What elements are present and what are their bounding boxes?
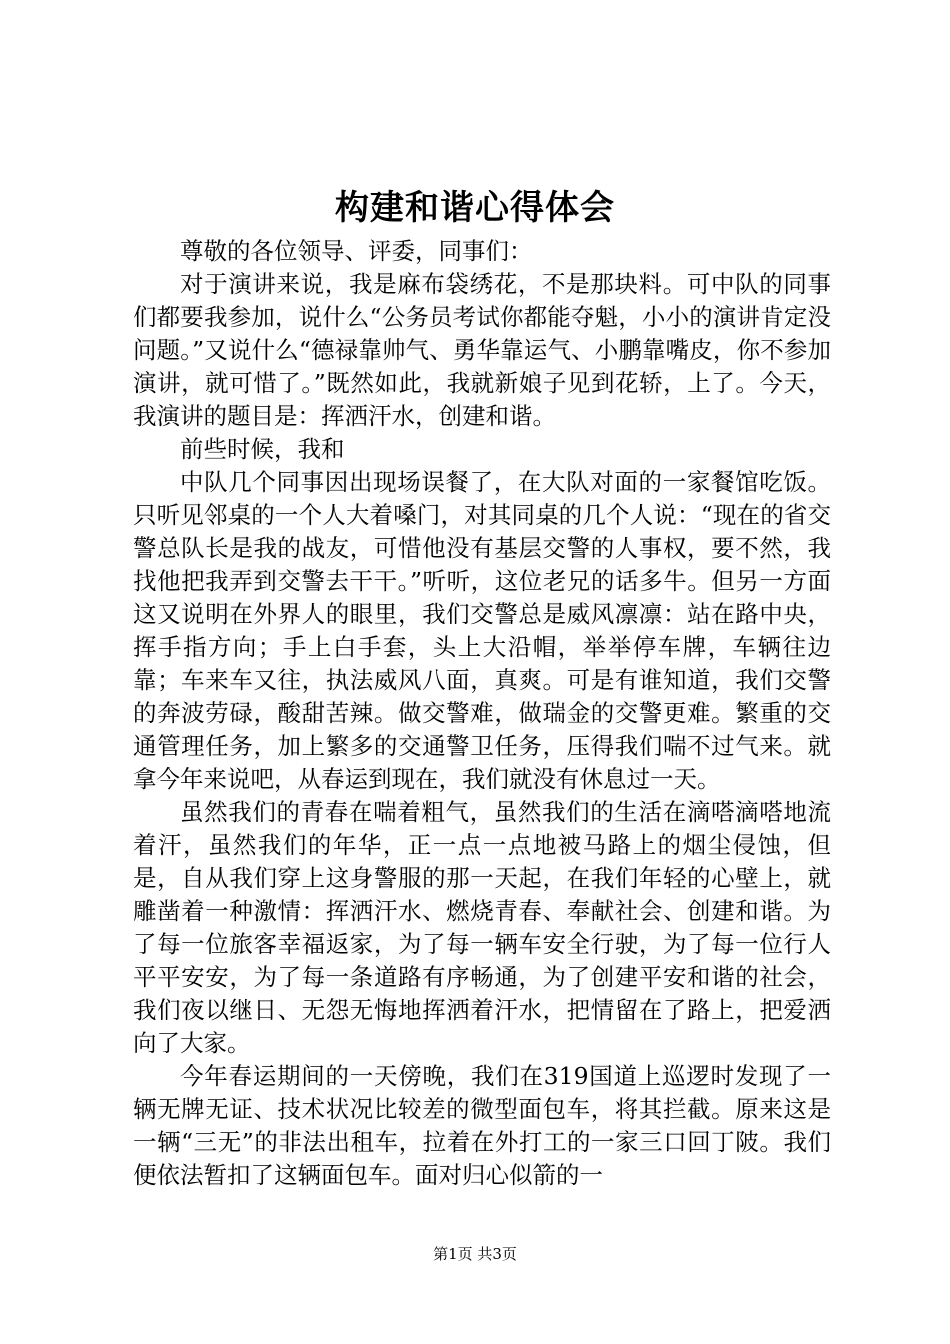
page-number-footer: 第1页 共3页	[433, 1245, 517, 1263]
paragraph-salutation: 尊敬的各位领导、评委，同事们：	[180, 237, 533, 265]
paragraph: 今年春运期间的一天傍晚，我们在319国道上巡逻时发现了一辆无牌无证、技术状况比较差的微型面包车，将其拦截。原来这是一辆“三无”的非法出租车，拉着在外打工的一家三口回丁陂。我们便依法暂扣了这辆面包车。面对归心似箭的一	[133, 1062, 831, 1189]
document-title: 构建和谐心得体会	[335, 188, 615, 228]
paragraph: 对于演讲来说，我是麻布袋绣花，不是那块料。可中队的同事们都要我参加，说什么“公务员考试你都能夺魁，小小的演讲肯定没问题。”又说什么“德禄靠帅气、勇华靠运气、小鹏靠嘴皮，你不参加演讲，就可惜了。”既然如此，我就新娘子见到花轿，上了。今天，我演讲的题目是：挥洒汗水，创建和谐。	[133, 270, 831, 430]
paragraph: 中队几个同事因出现场误餐了，在大队对面的一家餐馆吃饭。只听见邻桌的一个人大着嗓门，对其同桌的几个人说：“现在的省交警总队长是我的战友，可惜他没有基层交警的人事权，要不然，我找他把我弄到交警去干干。”听听，这位老兄的话多牛。但另一方面这又说明在外界人的眼里，我们交警总是威风凛凛：站在路中央，挥手指方向；手上白手套，头上大沿帽，举举停车牌，车辆往边靠；车来车又往，执法威风八面，真爽。可是有谁知道，我们交警的奔波劳碌，酸甜苦辣。做交警难，做瑞金的交警更难。繁重的交通管理任务，加上繁多的交通警卫任务，压得我们喘不过气来。就拿今年来说吧，从春运到现在，我们就没有休息过一天。	[133, 468, 831, 793]
paragraph: 前些时候，我和	[180, 435, 345, 463]
paragraph: 虽然我们的青春在喘着粗气，虽然我们的生活在滴嗒滴嗒地流着汗，虽然我们的年华，正一点一点地被马路上的烟尘侵蚀，但是，自从我们穿上这身警服的那一天起，在我们年轻的心壁上，就雕凿着一种激情：挥洒汗水、燃烧青春、奉献社会、创建和谐。为了每一位旅客幸福返家，为了每一辆车安全行驶，为了每一位行人平平安安，为了每一条道路有序畅通，为了创建平安和谐的社会，我们夜以继日、无怨无悔地挥洒着汗水，把情留在了路上，把爱洒向了大家。	[133, 798, 831, 1057]
document-body	[133, 235, 831, 1192]
